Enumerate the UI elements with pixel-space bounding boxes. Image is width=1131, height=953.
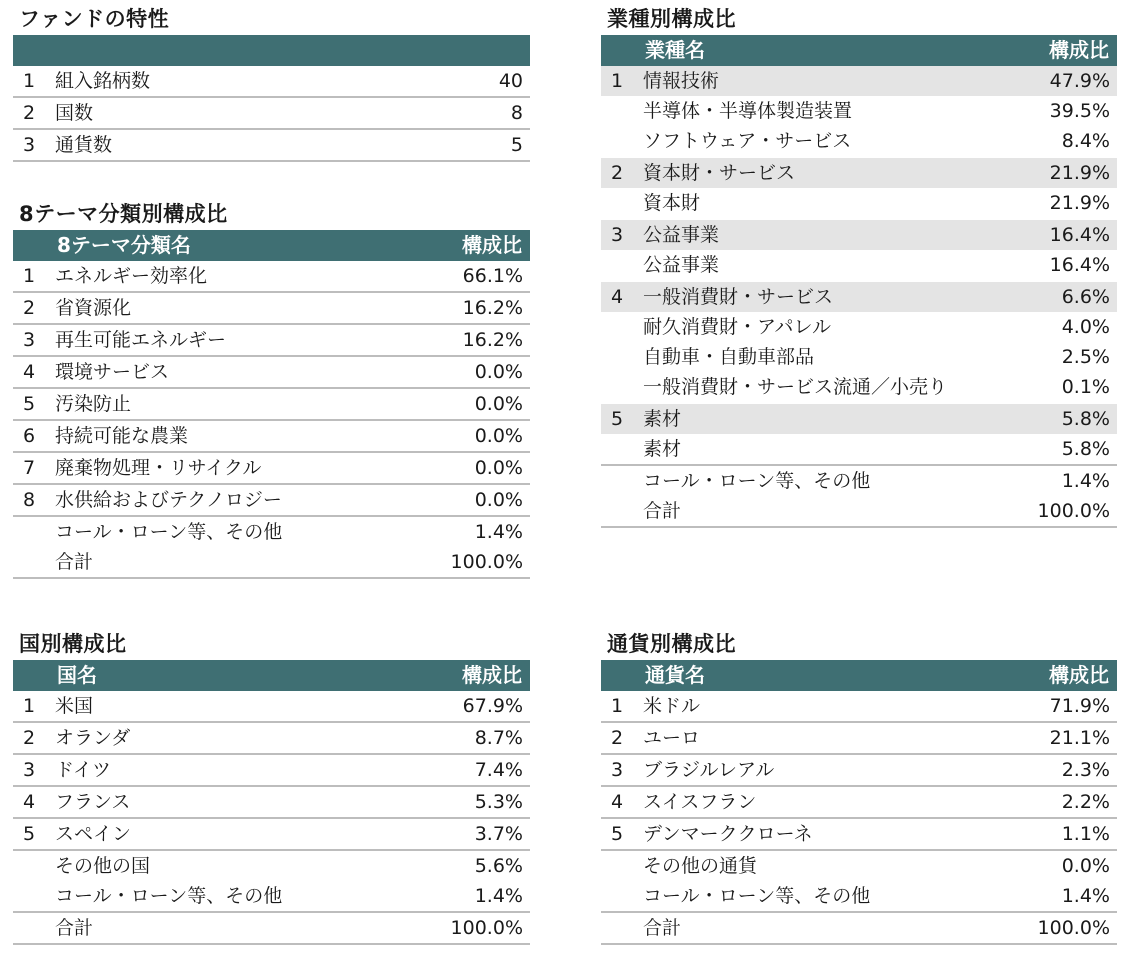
- row-name: 資本財: [643, 192, 701, 214]
- country-allocation-section: [13, 628, 530, 945]
- table-row: [601, 787, 1117, 819]
- industry-allocation-section: [601, 3, 1117, 528]
- row-name: 情報技術: [643, 70, 720, 92]
- row-value: 1.4%: [1061, 885, 1110, 907]
- theme-header-name: 8テーマ分類名: [57, 233, 191, 257]
- row-name: 組入銘柄数: [55, 70, 151, 92]
- row-value: 16.4%: [1049, 224, 1110, 246]
- row-value: 21.9%: [1049, 162, 1110, 184]
- row-number: 2: [611, 162, 624, 184]
- fund-table: [13, 66, 530, 162]
- row-number: 5: [611, 823, 624, 845]
- row-name: 資本財・サービス: [643, 162, 796, 184]
- row-value: 1.1%: [1061, 823, 1110, 845]
- row-name: オランダ: [55, 727, 131, 749]
- row-name: 素材: [643, 438, 682, 460]
- row-name: フランス: [55, 791, 131, 813]
- row-value: 1.4%: [474, 521, 523, 543]
- country-header-value: 構成比: [462, 663, 522, 687]
- row-value: 5.3%: [474, 791, 523, 813]
- row-number: 2: [611, 727, 624, 749]
- industry-header-value: 構成比: [1049, 38, 1109, 62]
- row-number: 2: [23, 727, 36, 749]
- row-number: 4: [611, 286, 624, 308]
- row-value: 7.4%: [474, 759, 523, 781]
- theme-section-title: 8テーマ分類別構成比: [19, 202, 228, 226]
- row-name: ソフトウェア・サービス: [643, 130, 852, 152]
- row-value: 39.5%: [1049, 100, 1110, 122]
- row-name: ユーロ: [643, 727, 701, 749]
- row-name: コール・ローン等、その他: [643, 470, 871, 492]
- table-row-subsector: [601, 250, 1117, 280]
- table-row-subsector: [601, 96, 1117, 126]
- table-row: [13, 98, 530, 130]
- row-value: 6.6%: [1061, 286, 1110, 308]
- row-value: 2.3%: [1061, 759, 1110, 781]
- row-value: 100.0%: [1037, 917, 1110, 939]
- theme-table: [13, 261, 530, 579]
- row-name: 自動車・自動車部品: [643, 346, 815, 368]
- row-name: 通貨数: [55, 134, 113, 156]
- table-row: [13, 723, 530, 755]
- table-row: [13, 755, 530, 787]
- row-value: 8: [510, 102, 523, 124]
- table-row: [13, 357, 530, 389]
- row-number: 4: [23, 791, 36, 813]
- table-row-subsector: [601, 188, 1117, 218]
- row-number: 4: [611, 791, 624, 813]
- row-name: 省資源化: [55, 297, 132, 319]
- row-value: 0.0%: [1061, 855, 1110, 877]
- row-number: 3: [611, 224, 624, 246]
- currency-section-title: 通貨別構成比: [607, 632, 736, 656]
- table-row: [601, 851, 1117, 881]
- industry-table-header: [601, 35, 1117, 66]
- table-row: [13, 819, 530, 851]
- currency-header-value: 構成比: [1049, 663, 1109, 687]
- row-name: 耐久消費財・アパレル: [643, 316, 832, 338]
- table-row-subsector: [601, 434, 1117, 464]
- row-name: 合計: [55, 551, 94, 573]
- row-name: 一般消費財・サービス: [643, 286, 834, 308]
- row-value: 100.0%: [1037, 500, 1110, 522]
- row-value: 1.4%: [1061, 470, 1110, 492]
- row-name: 米ドル: [643, 695, 701, 717]
- row-value: 0.0%: [474, 425, 523, 447]
- row-number: 3: [23, 134, 36, 156]
- table-row: [601, 755, 1117, 787]
- row-value: 0.0%: [474, 457, 523, 479]
- row-value: 2.2%: [1061, 791, 1110, 813]
- row-value: 67.9%: [462, 695, 523, 717]
- row-name: 汚染防止: [55, 393, 132, 415]
- table-row: [13, 485, 530, 517]
- table-row-subsector: [601, 372, 1117, 402]
- fund-characteristics-section: [13, 3, 530, 162]
- table-row: [13, 691, 530, 723]
- table-row: [13, 389, 530, 421]
- row-number: 3: [23, 329, 36, 351]
- row-name: 米国: [55, 695, 94, 717]
- row-number: 1: [611, 70, 624, 92]
- table-row-total: [13, 547, 530, 579]
- row-name: コール・ローン等、その他: [55, 885, 283, 907]
- table-row: [601, 881, 1117, 913]
- row-name: ドイツ: [55, 759, 112, 781]
- table-row-sector: [601, 66, 1117, 96]
- fund-section-title: ファンドの特性: [19, 7, 170, 31]
- row-name: 素材: [643, 408, 682, 430]
- table-row: [13, 881, 530, 913]
- row-name: ブラジルレアル: [643, 759, 775, 781]
- country-header-name: 国名: [57, 663, 97, 687]
- row-name: 持続可能な農業: [55, 425, 189, 447]
- row-value: 100.0%: [450, 551, 523, 573]
- table-row-sector: [601, 158, 1117, 188]
- row-value: 16.4%: [1049, 254, 1110, 276]
- row-value: 0.0%: [474, 489, 523, 511]
- theme-table-header: [13, 230, 530, 261]
- row-value: 100.0%: [450, 917, 523, 939]
- table-row: [13, 130, 530, 162]
- row-value: 47.9%: [1049, 70, 1110, 92]
- row-name: その他の通貨: [643, 855, 758, 877]
- row-number: 3: [611, 759, 624, 781]
- row-number: 4: [23, 361, 36, 383]
- table-row: [13, 261, 530, 293]
- row-name: 合計: [643, 500, 682, 522]
- row-value: 0.0%: [474, 393, 523, 415]
- country-table: [13, 691, 530, 945]
- row-value: 40: [498, 70, 523, 92]
- table-row: [13, 851, 530, 881]
- row-name: コール・ローン等、その他: [55, 521, 283, 543]
- table-row: [13, 517, 530, 547]
- row-value: 66.1%: [462, 265, 523, 287]
- table-row: [601, 691, 1117, 723]
- table-row-total: [13, 913, 530, 945]
- row-value: 16.2%: [462, 329, 523, 351]
- row-value: 21.1%: [1049, 727, 1110, 749]
- currency-header-name: 通貨名: [645, 663, 705, 687]
- row-name: 廃棄物処理・リサイクル: [55, 457, 262, 479]
- row-number: 1: [23, 265, 36, 287]
- row-name: 公益事業: [643, 254, 720, 276]
- row-number: 2: [23, 297, 36, 319]
- industry-section-title: 業種別構成比: [607, 7, 736, 31]
- row-name: エネルギー効率化: [55, 265, 208, 287]
- currency-table-header: [601, 660, 1117, 691]
- table-row-total: [601, 913, 1117, 945]
- row-value: 1.4%: [474, 885, 523, 907]
- row-value: 16.2%: [462, 297, 523, 319]
- table-row-sector: [601, 220, 1117, 250]
- row-name: 合計: [643, 917, 682, 939]
- row-value: 4.0%: [1061, 316, 1110, 338]
- row-name: デンマーククローネ: [643, 823, 813, 845]
- row-name: 一般消費財・サービス流通／小売り: [643, 376, 948, 398]
- row-number: 5: [611, 408, 624, 430]
- table-row-subsector: [601, 312, 1117, 342]
- row-name: 公益事業: [643, 224, 720, 246]
- table-row-total: [601, 496, 1117, 528]
- row-number: 8: [23, 489, 36, 511]
- row-value: 71.9%: [1049, 695, 1110, 717]
- row-value: 5.8%: [1061, 438, 1110, 460]
- table-row: [601, 464, 1117, 496]
- row-name: 環境サービス: [55, 361, 170, 383]
- row-value: 2.5%: [1061, 346, 1110, 368]
- industry-table: [601, 66, 1117, 528]
- row-name: その他の国: [55, 855, 151, 877]
- row-name: コール・ローン等、その他: [643, 885, 871, 907]
- row-number: 6: [23, 425, 36, 447]
- fund-table-header: [13, 35, 530, 66]
- currency-table: [601, 691, 1117, 945]
- theme-header-value: 構成比: [462, 233, 522, 257]
- row-number: 1: [23, 695, 36, 717]
- row-number: 2: [23, 102, 36, 124]
- table-row: [13, 66, 530, 98]
- row-value: 5.8%: [1061, 408, 1110, 430]
- table-row: [13, 453, 530, 485]
- row-number: 1: [23, 70, 36, 92]
- country-table-header: [13, 660, 530, 691]
- row-name: 国数: [55, 102, 94, 124]
- row-name: 再生可能エネルギー: [55, 329, 227, 351]
- row-number: 1: [611, 695, 624, 717]
- row-name: 合計: [55, 917, 94, 939]
- row-value: 8.7%: [474, 727, 523, 749]
- row-value: 5: [510, 134, 523, 156]
- row-number: 7: [23, 457, 36, 479]
- table-row-subsector: [601, 342, 1117, 372]
- table-row: [13, 787, 530, 819]
- table-row-sector: [601, 282, 1117, 312]
- table-row-sector: [601, 404, 1117, 434]
- table-row: [601, 723, 1117, 755]
- country-section-title: 国別構成比: [19, 632, 127, 656]
- row-value: 8.4%: [1061, 130, 1110, 152]
- currency-allocation-section: [601, 628, 1117, 945]
- row-number: 3: [23, 759, 36, 781]
- row-value: 21.9%: [1049, 192, 1110, 214]
- table-row-subsector: [601, 126, 1117, 156]
- table-row: [13, 293, 530, 325]
- row-value: 5.6%: [474, 855, 523, 877]
- row-name: スペイン: [55, 823, 132, 845]
- row-value: 0.0%: [474, 361, 523, 383]
- row-number: 5: [23, 823, 36, 845]
- row-number: 5: [23, 393, 36, 415]
- row-name: 水供給およびテクノロジー: [55, 489, 282, 511]
- industry-header-name: 業種名: [645, 38, 705, 62]
- theme-allocation-section: [13, 198, 530, 579]
- row-value: 0.1%: [1061, 376, 1110, 398]
- row-name: スイスフラン: [643, 791, 757, 813]
- row-name: 半導体・半導体製造装置: [643, 100, 853, 122]
- row-value: 3.7%: [474, 823, 523, 845]
- table-row: [13, 325, 530, 357]
- table-row: [13, 421, 530, 453]
- table-row: [601, 819, 1117, 851]
